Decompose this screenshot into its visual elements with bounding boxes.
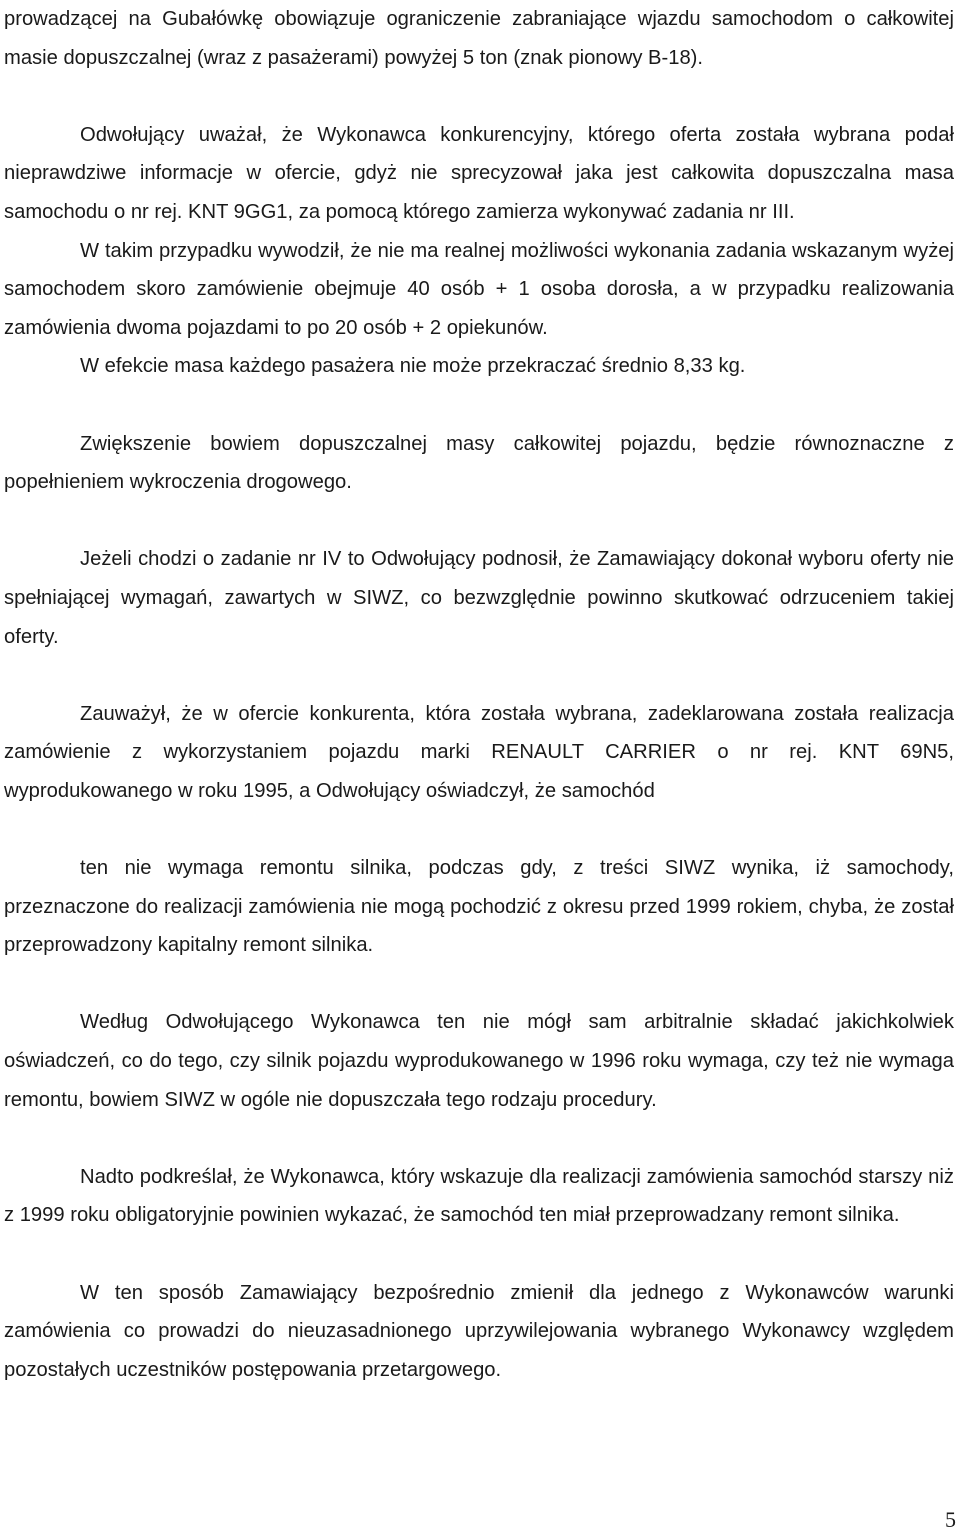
paragraph-zadanie-iv: Jeżeli chodzi o zadanie nr IV to Odwołujący podnosił, że Zamawiający dokonał wyboru oferty nie spełniającej wymagań, zawartych w SIWZ, co bezwzględnie powinno skutkować odrzuceniem takiej oferty.: [4, 548, 954, 648]
paragraph-zwiekszenie: Zwiększenie bowiem dopuszczalnej masy całkowitej pojazdu, będzie równoznaczne z popełnieniem wykroczenia drogowego.: [4, 432, 954, 494]
page-number: 5: [945, 1507, 956, 1532]
document-page: [4, 0, 954, 1389]
paragraph-w-takim-przypadku: W takim przypadku wywodził, że nie ma realnej możliwości wykonania zadania wskazanym wyżej samochodem skoro zamówienie obejmuje 40 osób + 1 osoba dorosła, a w przypadku realizowania zamówienia dwoma pojazdami to po 20 osób + 2 opiekunów.: [4, 239, 954, 339]
paragraph-zauwazyl: Zauważył, że w ofercie konkurenta, która została wybrana, zadeklarowana została realizacja zamówienie z wykorzystaniem pojazdu marki RENAULT CARRIER o nr rej. KNT 69N5, wyprodukowanego w roku 1995, a Odwołujący oświadczył, że samochód: [4, 702, 954, 802]
paragraph-wedlug-odwolujacego: Według Odwołującego Wykonawca ten nie mógł sam arbitralnie składać jakichkolwiek oświadczeń, co do tego, czy silnik pojazdu wyprodukowanego w 1996 roku wymaga, czy też nie wymaga remontu, bowiem SIWZ w ogóle nie dopuszczała tego rodzaju procedury.: [4, 1011, 954, 1111]
paragraph-continuation: prowadzącej na Gubałówkę obowiązuje ograniczenie zabraniające wjazdu samochodom o całkowitej masie dopuszczalnej (wraz z pasażerami) powyżej 5 ton (znak pionowy B-18).: [4, 8, 954, 69]
paragraph-odwolujacy-uwazal: Odwołujący uważał, że Wykonawca konkurencyjny, którego oferta została wybrana podał nieprawdziwe informacje w ofercie, gdyż nie sprecyzował jaka jest całkowita dopuszczalna masa samochodu o nr rej. KNT 9GG1, za pomocą którego zamierza wykonywać zadania nr III.: [4, 123, 954, 223]
paragraph-w-efekcie: W efekcie masa każdego pasażera nie może przekraczać średnio 8,33 kg.: [80, 355, 746, 378]
paragraph-w-ten-sposob: W ten sposób Zamawiający bezpośrednio zmienił dla jednego z Wykonawców warunki zamówienia co prowadzi do nieuzasadnionego uprzywilejowania wybranego Wykonawcy względem pozostałych uczestników postępowania przetargowego.: [4, 1281, 954, 1381]
paragraph-remont-silnika: ten nie wymaga remontu silnika, podczas gdy, z treści SIWZ wynika, iż samochody, przeznaczone do realizacji zamówienia nie mogą pochodzić z okresu przed 1999 rokiem, chyba, że został przeprowadzony kapitalny remont silnika.: [4, 857, 954, 957]
paragraph-nadto-podkreslal: Nadto podkreślał, że Wykonawca, który wskazuje dla realizacji zamówienia samochód starszy niż z 1999 roku obligatoryjnie powinien wykazać, że samochód ten miał przeprowadzany remont silnika.: [4, 1165, 954, 1227]
